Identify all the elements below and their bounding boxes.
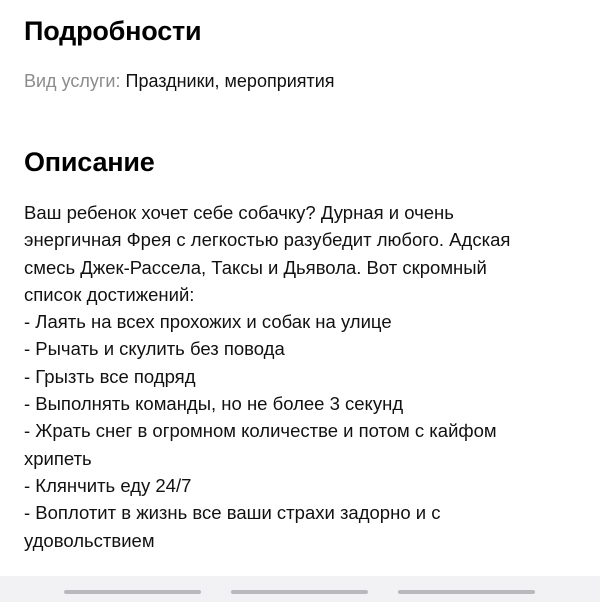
description-line: - Лаять на всех прохожих и собак на улице	[24, 311, 392, 333]
details-heading: Подробности	[24, 16, 202, 46]
service-type-row	[24, 69, 335, 93]
description-line: - Воплотит в жизнь все ваши страхи задорно и с	[24, 502, 441, 524]
description-line: энергичная Фрея с легкостью разубедит любого. Адская	[24, 229, 511, 251]
description-line: - Клянчить еду 24/7	[24, 474, 192, 496]
description-line: удовольствием	[24, 529, 155, 551]
description-line: - Грызть все подряд	[24, 365, 196, 387]
pager-segment[interactable]	[64, 590, 201, 594]
description-heading: Описание	[24, 147, 155, 177]
bottom-bar	[0, 576, 600, 602]
description-line: смесь Джек-Рассела, Таксы и Дьявола. Вот скромный	[24, 256, 487, 278]
pager-segment[interactable]	[398, 590, 535, 594]
description-line: Ваш ребенок хочет себе собачку? Дурная и очень	[24, 202, 454, 223]
description-line: список достижений:	[24, 283, 195, 305]
description-line: - Рычать и скулить без повода	[24, 338, 285, 360]
description-line: хрипеть	[24, 447, 92, 469]
service-type-label: Вид услуги:	[24, 71, 126, 91]
description-text	[24, 199, 576, 554]
description-line: - Выполнять команды, но не более 3 секунд	[24, 393, 404, 415]
pager-segment[interactable]	[231, 590, 368, 594]
description-line: - Жрать снег в огромном количестве и потом с кайфом	[24, 420, 497, 442]
service-type-value: Праздники, мероприятия	[125, 71, 335, 91]
